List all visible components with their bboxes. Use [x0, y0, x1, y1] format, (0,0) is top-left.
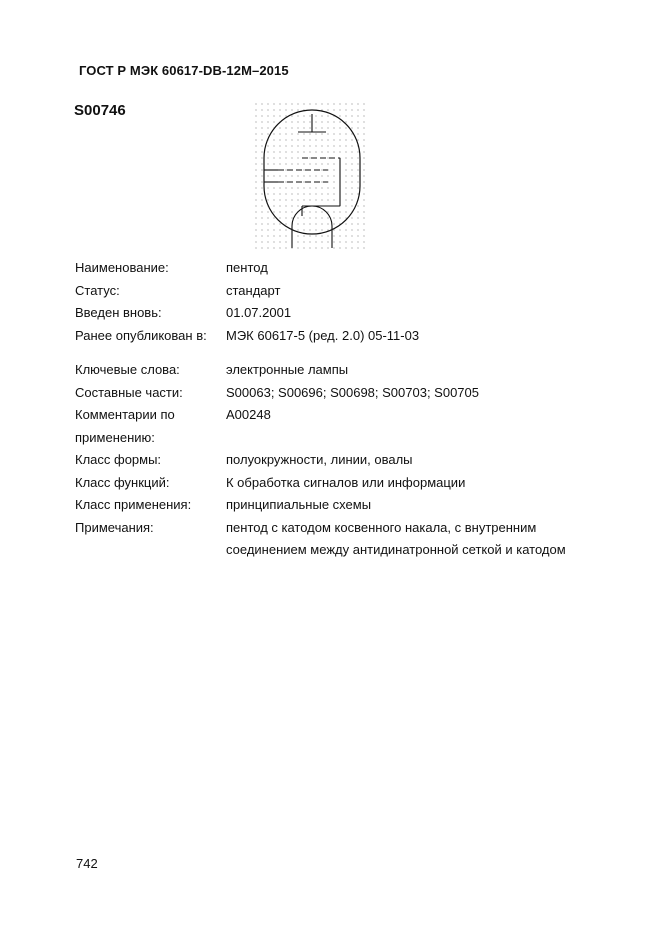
property-row-function-class [75, 472, 635, 495]
property-label: Ранее опубликован в: [75, 327, 207, 343]
property-value: принципиальные схемы [226, 497, 372, 512]
property-row-published [75, 325, 635, 348]
property-value: стандарт [226, 282, 281, 298]
property-value: МЭК 60617-5 (ред. 2.0) 05-11-03 [226, 327, 420, 343]
property-row-keywords [75, 359, 635, 382]
property-label: Наименование: [75, 260, 169, 275]
property-row-comments [75, 404, 635, 427]
property-row-application-class [75, 494, 635, 517]
document-header-title: ГОСТ Р МЭК 60617-DB-12M–2015 [79, 63, 289, 78]
property-label: Составные части: [75, 384, 183, 400]
property-value-empty [226, 427, 635, 450]
property-row-introduced [75, 302, 635, 325]
section-gap [75, 347, 635, 359]
property-row-notes-cont [75, 539, 635, 562]
property-row-shape-class [75, 449, 635, 472]
property-value: полуокружности, линии, овалы [226, 452, 413, 467]
property-label: применению: [75, 429, 155, 445]
property-label: Введен вновь: [75, 305, 162, 320]
property-row-status [75, 280, 635, 303]
property-label: Комментарии по [75, 407, 175, 422]
property-row-parts [75, 382, 635, 405]
property-value: электронные лампы [226, 362, 349, 377]
property-value: 01.07.2001 [226, 305, 292, 320]
symbol-properties [75, 257, 635, 562]
property-row-name [75, 257, 635, 280]
property-label-empty [75, 539, 226, 562]
property-label: Ключевые слова: [75, 362, 180, 377]
property-value: пентод с катодом косвенного накала, с внутренним [226, 519, 537, 535]
property-value: К обработка сигналов или информации [226, 474, 466, 490]
property-value: соединением между антидинатронной сеткой и катодом [226, 542, 566, 557]
property-label: Примечания: [75, 519, 154, 535]
page-number: 742 [76, 856, 98, 871]
property-label: Класс формы: [75, 452, 162, 467]
property-value: A00248 [226, 407, 271, 422]
property-label: Класс функций: [75, 474, 170, 490]
property-row-notes [75, 517, 635, 540]
property-label: Класс применения: [75, 497, 192, 512]
property-label: Статус: [75, 282, 120, 298]
pentode-symbol-icon [254, 102, 368, 250]
property-value: S00063; S00696; S00698; S00703; S00705 [226, 384, 479, 400]
property-value: пентод [226, 260, 268, 275]
property-row-comments-cont [75, 427, 635, 450]
symbol-code: S00746 [74, 102, 126, 119]
